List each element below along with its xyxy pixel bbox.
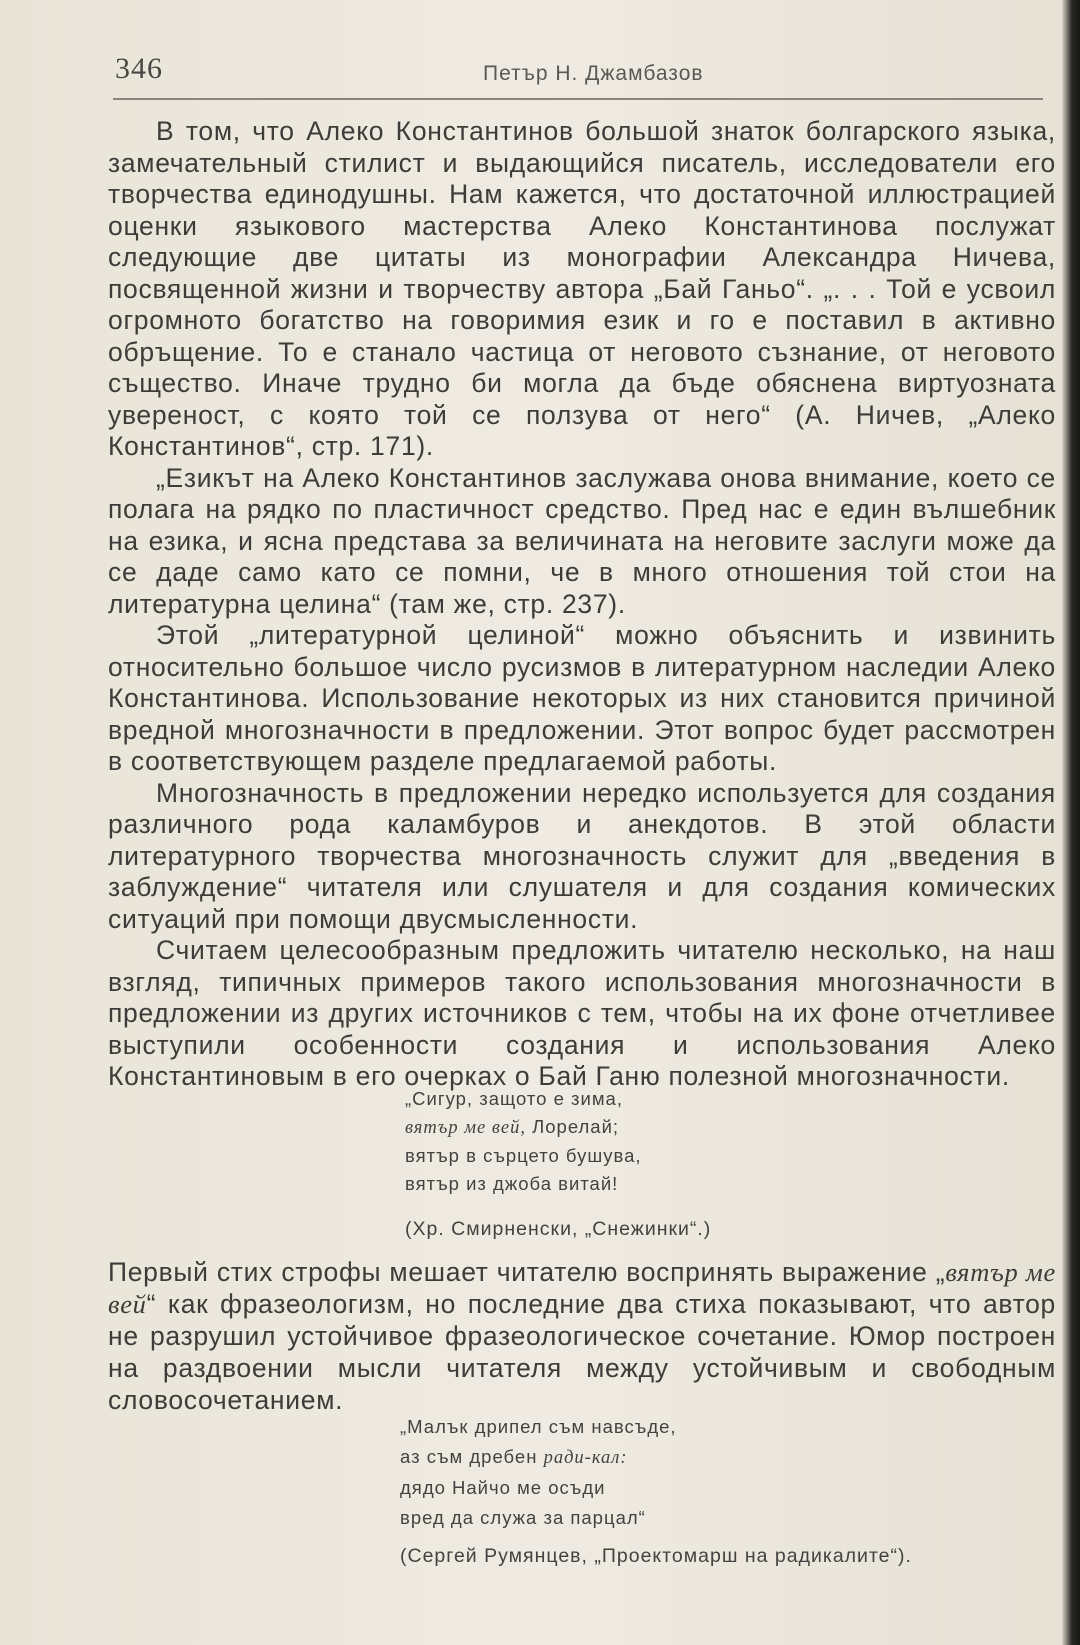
verse-line: вятър в сърцето бушува, [405,1145,642,1166]
page-header [113,48,1043,100]
paragraph: Считаем целесообразным предложить читателю несколько, на наш взгляд, типичных примеров такого использования многозначности в предложении из других источников с тем, чтобы на их фоне отчетливее выступили особенности создания и использования Алеко Константиновым в его очерках о Бай Ганю полезной многозначности. [108,935,1056,1091]
verse-italic: вятър ме вей, [405,1118,526,1138]
verse-line [400,1442,677,1473]
verse-attribution-1: (Хр. Смирненски, „Снежинки“.) [405,1218,712,1240]
commentary-text: Первый стих строфы мешает читателю воспринять выражение „ [108,1257,946,1287]
verse-line [405,1113,642,1142]
verse-start: аз съм дребен [400,1446,544,1467]
verse-attribution-2: (Сергей Румянцев, „Проектомарш на радикалите“). [400,1545,912,1567]
body-text [108,116,1056,1093]
commentary-italic: вятър ме вей [108,1257,1056,1319]
paragraph: „Езикът на Алеко Константинов заслужава онова внимание, което се полага на рядко по пластичност средство. Пред нас е един вълшебник на езика, и ясна представа за величината на неговите заслуги може да се даде само като се помни, че в много отношения той стои на литературна целина“ (там же, стр. 237). [108,462,1056,619]
paragraph: Многозначность в предложении нередко используется для создания различного рода каламбуров и анекдотов. В этой области литературного творчества многозначность служит для „введения в заблуждение“ читателя или слушателя и для создания комических ситуаций при помощи двусмысленности. [108,777,1056,934]
paragraph: Этой „литературной целиной“ можно объяснить и извинить относительно большое число русизмов в литературном наследии Алеко Константинова. Использование некоторых из них становится причиной вредной многозначности в предложении. Этот вопрос будет рассмотрен в соответствующем разделе предлагаемой работы. [108,620,1056,776]
commentary-paragraph [108,1256,1056,1416]
verse-line: дядо Найчо ме осъди [400,1477,606,1498]
verse-line: „Малък дрипел съм навсъде, [400,1416,677,1437]
commentary-text: “ как фразеологизм, но последние два стиха показывают, что автор не разрушил устойчивое фразеологическое сочетание. Юмор построен на раздвоении мысли читателя между устойчивым и свободным словосочетанием. [108,1289,1056,1415]
verse-quote-2 [400,1412,677,1533]
verse-line: вятър из джоба витай! [405,1173,619,1194]
verse-italic: ради-кал: [543,1448,628,1468]
verse-rest: Лорелай; [525,1116,620,1137]
page-edge [1062,0,1080,1645]
verse-quote-1 [405,1085,642,1198]
verse-line: „Сигур, защото е зима, [405,1088,623,1109]
verse-line: вред да служа за парцал“ [400,1507,646,1528]
paragraph: В том, что Алеко Константинов большой знаток болгарского языка, замечательный стилист и выдающийся писатель, исследователи его творчества единодушны. Нам кажется, что достаточной иллюстрацией оценки языкового мастерства Алеко Константинова послужат следующие две цитаты из монографии Александра Ничева, посвященной жизни и творчеству автора „Бай Ганьо“. „. . . Той е усвоил огромното богатство на говоримия език и го е поставил в активно обръщение. То е станало частица от неговото съзнание, от неговото същество. Иначе трудно би могла да бъде обяснена виртуозната увереност, с която той се ползува от него“ (А. Ничев, „Алеко Константинов“, стр. 171). [108,116,1056,461]
running-head: Петър Н. Джамбазов [483,62,704,85]
page-number: 346 [115,52,163,85]
